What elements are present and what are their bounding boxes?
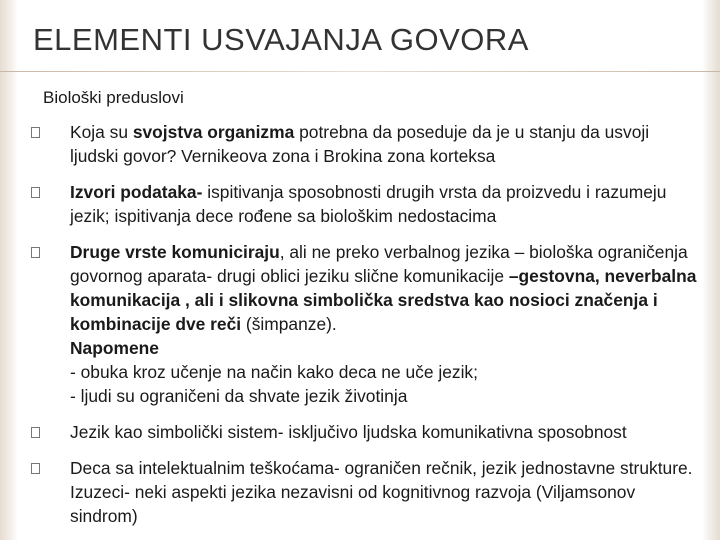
note-title: Napomene — [70, 338, 159, 358]
item-bold-text: –gestovna, neverbalna komunikacija , ali i slikovna simbolička sredstva kao nosioci značenja i kombinacije dve reči — [70, 266, 697, 334]
title-divider — [0, 71, 720, 72]
list-item — [31, 240, 701, 408]
empty-square-bullet-icon — [31, 427, 40, 438]
item-text: Kojа su — [70, 122, 133, 142]
empty-square-bullet-icon — [31, 187, 40, 198]
item-text: (šimpanze). — [241, 314, 337, 334]
note-line: - ljudi su ograničeni da shvate jezik životinja — [70, 386, 408, 406]
item-text: Jezik kao simbolički sistem- isključivo ljudska komunikativna sposobnost — [70, 422, 627, 442]
empty-square-bullet-icon — [31, 127, 40, 138]
empty-square-bullet-icon — [31, 247, 40, 258]
list-item — [31, 456, 701, 528]
item-bold-text: Druge vrste komuniciraju — [70, 242, 280, 262]
note-line: - obuka kroz učenje na način kako deca ne uče jezik; — [70, 362, 478, 382]
item-text: ispitivanja sposobnosti drugih vrsta da proizvedu i razumeju jezik; ispitivanja dece rođene sa biološkim nedostacima — [70, 182, 667, 226]
list-item — [31, 180, 701, 228]
slide-subtitle: Biološki preduslovi — [43, 88, 184, 107]
item-bold-text: svojstva organizma — [132, 122, 295, 142]
bullet-list — [31, 120, 701, 540]
item-bold-text: Izvori podataka- — [70, 182, 203, 202]
slide-frame-left — [0, 0, 18, 540]
slide-title: ELEMENTI USVAJANJA GOVORA — [33, 22, 529, 57]
item-text: potrebna da poseduje da je u stanju da usvoji ljudski govor? Vernikeova zona i Brokina zona korteksa — [70, 122, 650, 166]
item-text: Deca sa intelektualnim teškoćama- ograničen rečnik, jezik jednostavne strukture. Izuzeci- neki aspekti jezika nezavisni od kognitivnog razvoja (Viljamsonov sindrom) — [70, 458, 693, 526]
list-item — [31, 120, 701, 168]
list-item — [31, 420, 701, 444]
empty-square-bullet-icon — [31, 463, 40, 474]
slide-frame-right — [702, 0, 720, 540]
item-text: , ali ne preko verbalnog jezika – biološka ograničenja govornog aparata- drugi oblici jeziku slične komunikacije — [70, 242, 688, 286]
